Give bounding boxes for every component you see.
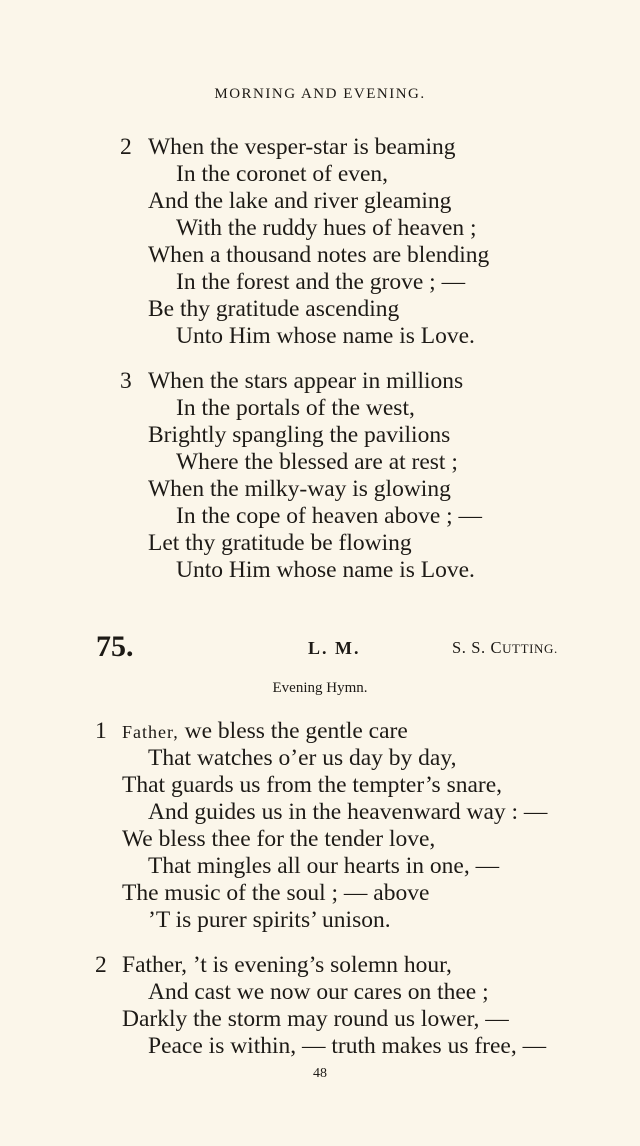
running-head: MORNING AND EVENING.	[214, 86, 426, 102]
verse-line: That guards us from the tempter’s snare,	[122, 772, 503, 798]
first-line-rest: we bless the gentle care	[178, 718, 408, 744]
author-initials: S. S. C	[452, 638, 503, 657]
meter: L. M.	[308, 638, 361, 658]
verse-line: That watches o’er us day by day,	[148, 745, 457, 771]
verse-line: And cast we now our cares on thee ;	[148, 979, 489, 1005]
verse-line	[122, 718, 408, 746]
verse-line: Peace is within, — truth makes us free, —	[148, 1033, 547, 1059]
first-word: Father,	[122, 722, 179, 742]
verse-line: In the portals of the west,	[176, 395, 415, 421]
verse-line: When the milky-way is glowing	[148, 476, 451, 502]
author	[452, 638, 558, 658]
verse-line: Unto Him whose name is Love.	[176, 323, 475, 349]
verse-line: Where the blessed are at rest ;	[176, 449, 458, 475]
hymn-75-header	[0, 630, 640, 670]
verse-line: The music of the soul ; — above	[122, 880, 430, 906]
stanza-number: 3	[120, 368, 132, 394]
stanza-number: 2	[95, 952, 107, 978]
stanza-number: 1	[95, 718, 107, 744]
verse-line: In the coronet of even,	[176, 161, 389, 187]
verse-line: With the ruddy hues of heaven ;	[176, 215, 477, 241]
verse-line: ’T is purer spirits’ unison.	[148, 907, 391, 933]
page-number: 48	[313, 1066, 327, 1081]
verse-line: Unto Him whose name is Love.	[176, 557, 475, 583]
verse-line: Father, ’t is evening’s solemn hour,	[122, 952, 452, 978]
verse-line: Darkly the storm may round us lower, —	[122, 1006, 509, 1032]
verse-line: Let thy gratitude be flowing	[148, 530, 412, 556]
hymn-number: 75.	[96, 630, 134, 663]
author-surname-rest: UTTING.	[502, 641, 558, 656]
verse-line: And guides us in the heavenward way : —	[148, 799, 548, 825]
verse-line: Be thy gratitude ascending	[148, 296, 400, 322]
verse-line: That mingles all our hearts in one, —	[148, 853, 500, 879]
verse-line: In the forest and the grove ; —	[176, 269, 466, 295]
verse-line: Brightly spangling the pavilions	[148, 422, 451, 448]
verse-line: In the cope of heaven above ; —	[176, 503, 483, 529]
verse-line: And the lake and river gleaming	[148, 188, 452, 214]
stanza-number: 2	[120, 134, 132, 160]
hymn-subtitle: Evening Hymn.	[272, 680, 368, 696]
verse-line: When the stars appear in millions	[148, 368, 464, 394]
verse-line: We bless thee for the tender love,	[122, 826, 436, 852]
verse-line: When a thousand notes are blending	[148, 242, 490, 268]
verse-line: When the vesper-star is beaming	[148, 134, 456, 160]
